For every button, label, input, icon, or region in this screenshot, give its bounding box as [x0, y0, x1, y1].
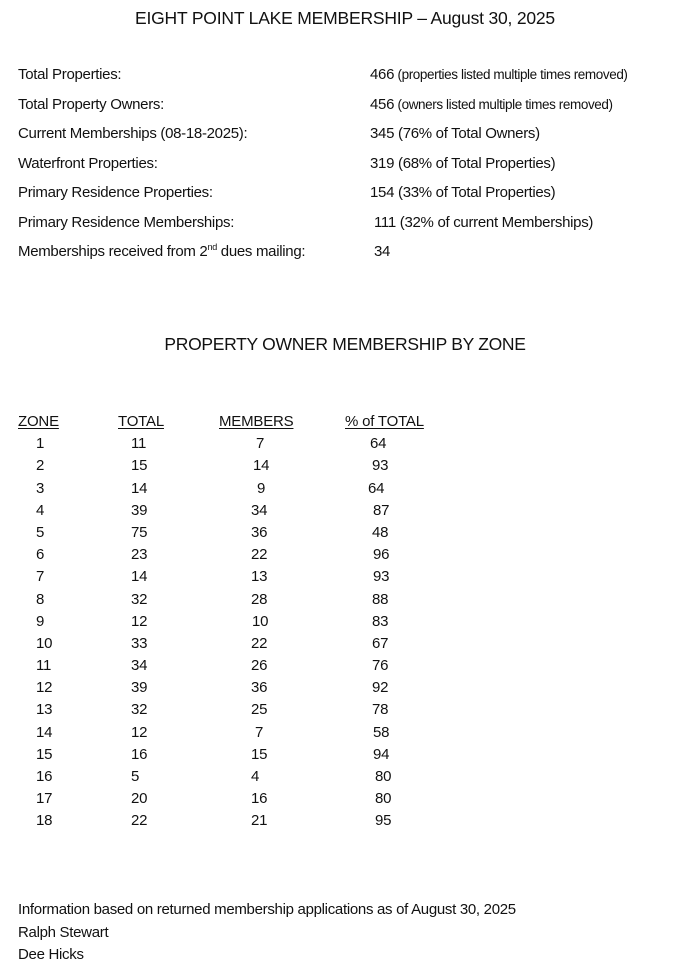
stat-label	[18, 243, 305, 260]
pct-cell: 64	[370, 435, 387, 453]
stat-label: Total Property Owners:	[18, 95, 164, 113]
members-cell: 4	[251, 768, 260, 785]
members-cell: 16	[251, 790, 268, 808]
zone-cell: 6	[36, 546, 45, 564]
stat-value: 111 (32% of current Memberships)	[374, 213, 594, 231]
stat-note: (properties listed multiple times removed)	[394, 67, 628, 82]
members-cell: 21	[251, 812, 268, 830]
pct-cell: 80	[375, 790, 392, 808]
zone-cell: 8	[36, 590, 45, 608]
zone-cell: 1	[36, 435, 45, 453]
zone-cell: 14	[36, 723, 53, 741]
header-members: MEMBERS	[219, 413, 294, 430]
total-cell: 12	[131, 723, 148, 741]
members-cell: 36	[251, 523, 268, 541]
zone-cell: 11	[36, 657, 52, 675]
header-zone: ZONE	[18, 413, 59, 430]
pct-cell: 93	[373, 568, 390, 586]
total-cell: 14	[131, 568, 148, 586]
zone-cell: 5	[36, 523, 45, 541]
stat-row-primary-residence-memberships	[18, 214, 688, 244]
total-cell: 33	[131, 634, 148, 652]
pct-cell: 76	[372, 657, 389, 675]
stat-label: Waterfront Properties:	[18, 154, 158, 172]
zone-cell: 2	[36, 457, 45, 475]
total-cell: 39	[131, 501, 148, 519]
pct-cell: 87	[373, 501, 390, 519]
members-cell: 7	[255, 723, 264, 741]
zone-cell: 12	[36, 679, 53, 697]
pct-cell: 58	[373, 723, 390, 741]
stat-row-total-owners	[18, 96, 688, 126]
members-cell: 7	[256, 435, 265, 453]
total-cell: 14	[131, 479, 148, 497]
stat-row-waterfront-properties	[18, 155, 688, 185]
stat-value: 154 (33% of Total Properties)	[370, 184, 556, 201]
members-cell: 14	[253, 457, 270, 475]
members-cell: 15	[251, 745, 268, 763]
stat-note: (owners listed multiple times removed)	[394, 96, 613, 112]
zone-cell: 18	[36, 812, 53, 830]
members-cell: 10	[252, 612, 269, 630]
membership-stats	[18, 66, 688, 273]
header-total: TOTAL	[118, 413, 164, 430]
stat-row-primary-residence-properties	[18, 184, 688, 214]
total-cell: 39	[131, 679, 148, 697]
stat-row-current-memberships	[18, 125, 688, 155]
stat-number: 466	[370, 66, 395, 83]
document-title: EIGHT POINT LAKE MEMBERSHIP – August 30, 2025	[135, 8, 555, 28]
members-cell: 9	[257, 479, 266, 497]
zone-cell: 17	[36, 790, 53, 808]
zone-cell: 7	[36, 568, 45, 586]
members-cell: 22	[251, 634, 268, 652]
total-cell: 11	[131, 435, 147, 453]
members-cell: 22	[251, 546, 268, 564]
stat-label: Current Memberships (08-18-2025):	[18, 125, 248, 142]
label-prefix: Memberships received from 2	[18, 243, 208, 260]
stat-number: 456	[370, 95, 395, 113]
total-cell: 5	[131, 768, 140, 785]
total-cell: 34	[131, 657, 148, 675]
author-name: Dee Hicks	[18, 946, 84, 963]
pct-cell: 92	[372, 679, 389, 697]
pct-cell: 67	[372, 634, 389, 652]
zone-cell: 4	[36, 501, 45, 519]
total-cell: 23	[131, 546, 148, 564]
stat-row-second-mailing	[18, 243, 688, 273]
zone-cell: 9	[36, 612, 45, 630]
pct-cell: 48	[372, 523, 389, 541]
members-cell: 13	[251, 568, 268, 586]
pct-cell: 78	[372, 701, 389, 719]
members-cell: 26	[251, 657, 268, 675]
zone-cell: 13	[36, 701, 53, 719]
pct-cell: 83	[372, 612, 389, 630]
stat-row-total-properties	[18, 66, 688, 96]
zone-cell: 15	[36, 745, 53, 763]
stat-value	[370, 66, 628, 83]
stat-value: 345 (76% of Total Owners)	[370, 125, 540, 142]
total-cell: 32	[131, 701, 148, 719]
footer-note: Information based on returned membership applications as of August 30, 2025	[18, 901, 516, 918]
header-pct-of-total: % of TOTAL	[345, 413, 424, 430]
pct-cell: 95	[375, 812, 392, 830]
pct-cell: 96	[373, 546, 390, 564]
stat-label: Primary Residence Properties:	[18, 184, 213, 201]
members-cell: 36	[251, 679, 268, 697]
total-cell: 12	[131, 612, 148, 630]
members-cell: 28	[251, 590, 268, 608]
total-cell: 75	[131, 523, 148, 541]
members-cell: 34	[251, 501, 268, 519]
pct-cell: 80	[375, 768, 392, 785]
total-cell: 16	[131, 745, 148, 763]
members-cell: 25	[251, 701, 268, 719]
label-suffix: dues mailing:	[216, 243, 306, 260]
stat-label: Total Properties:	[18, 66, 122, 83]
zone-cell: 10	[36, 634, 53, 652]
zone-section-title: PROPERTY OWNER MEMBERSHIP BY ZONE	[164, 334, 526, 354]
stat-value: 34	[374, 243, 391, 260]
pct-cell: 88	[372, 590, 389, 608]
stat-label: Primary Residence Memberships:	[18, 213, 235, 231]
total-cell: 32	[131, 590, 148, 608]
footer	[18, 899, 516, 967]
zone-cell: 3	[36, 479, 45, 497]
total-cell: 22	[131, 812, 148, 830]
total-cell: 20	[131, 790, 148, 808]
stat-value	[370, 96, 613, 113]
pct-cell: 64	[368, 479, 385, 497]
stat-value: 319 (68% of Total Properties)	[370, 154, 556, 172]
author-name: Ralph Stewart	[18, 923, 109, 941]
total-cell: 15	[131, 457, 148, 475]
pct-cell: 94	[373, 745, 390, 763]
pct-cell: 93	[372, 457, 389, 475]
ordinal-suffix: nd	[207, 242, 217, 252]
zone-cell: 16	[36, 768, 53, 785]
